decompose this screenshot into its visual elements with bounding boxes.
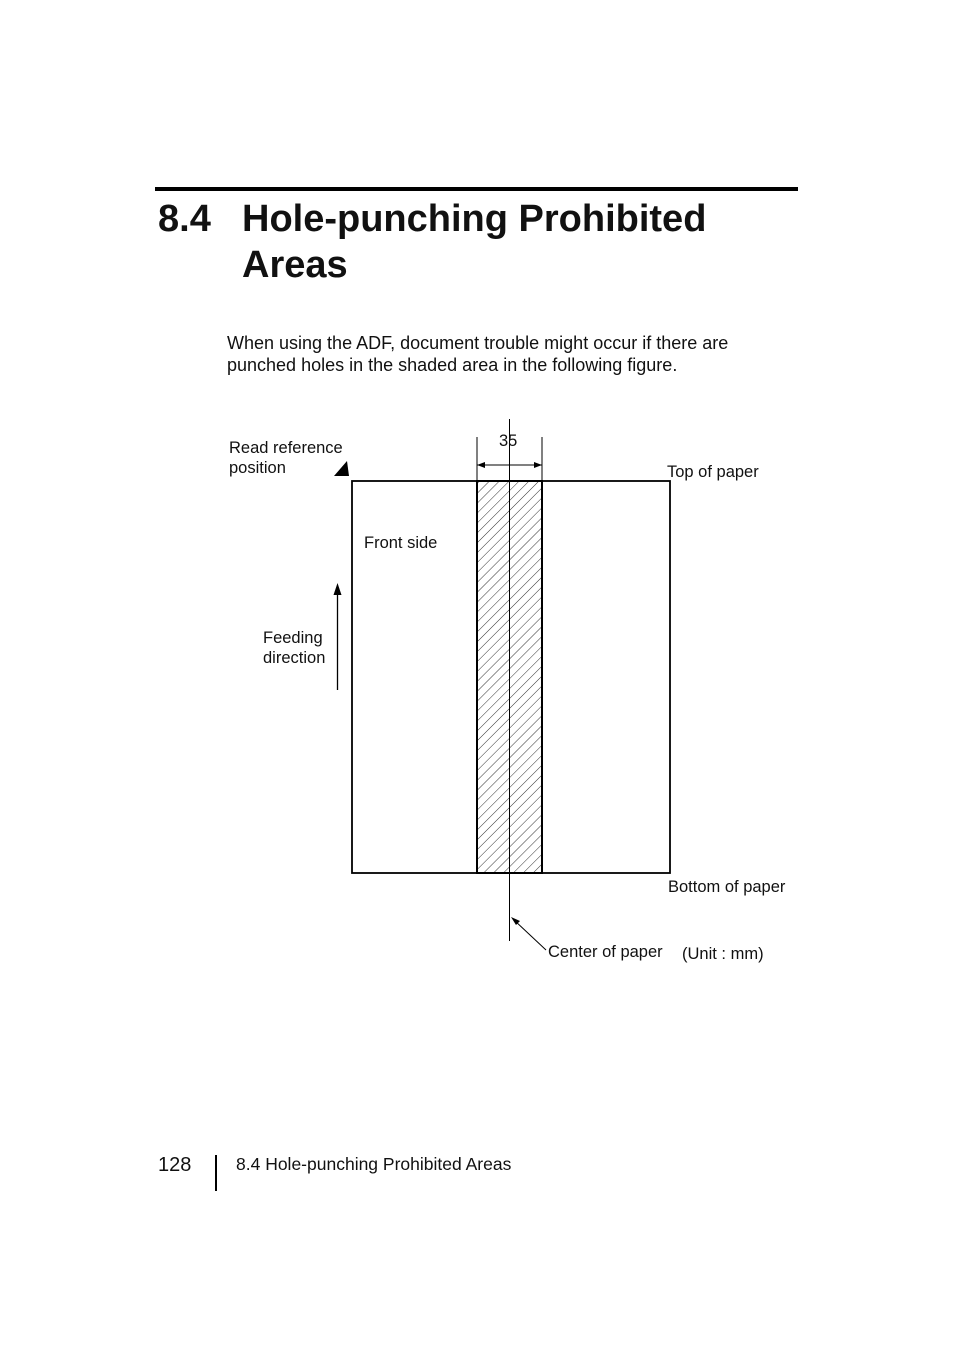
center-leader-line: [514, 920, 546, 950]
feeding-direction-label: Feeding direction: [263, 629, 326, 667]
unit-label: (Unit : mm): [682, 945, 764, 963]
section-number: 8.4: [158, 198, 211, 240]
running-title: 8.4 Hole-punching Prohibited Areas: [236, 1154, 512, 1174]
center-of-paper-label: Center of paper: [548, 943, 663, 961]
dimension-label: 35: [499, 432, 518, 450]
feeding-direction-arrowhead: [334, 583, 342, 595]
page-number: 128: [158, 1154, 192, 1176]
section-title: Hole-punching Prohibited Areas: [242, 198, 707, 286]
front-side-label: Front side: [364, 534, 438, 552]
top-of-paper-label: Top of paper: [667, 463, 759, 481]
footer-divider: [215, 1155, 217, 1191]
bottom-of-paper-label: Bottom of paper: [668, 878, 786, 896]
intro-paragraph: When using the ADF, document trouble might occur if there are punched holes in the shaded area in the following figure.: [227, 333, 729, 375]
dimension-arrow-right: [534, 462, 542, 468]
dimension-arrow-left: [477, 462, 485, 468]
read-reference-label: Read reference position: [229, 439, 343, 477]
